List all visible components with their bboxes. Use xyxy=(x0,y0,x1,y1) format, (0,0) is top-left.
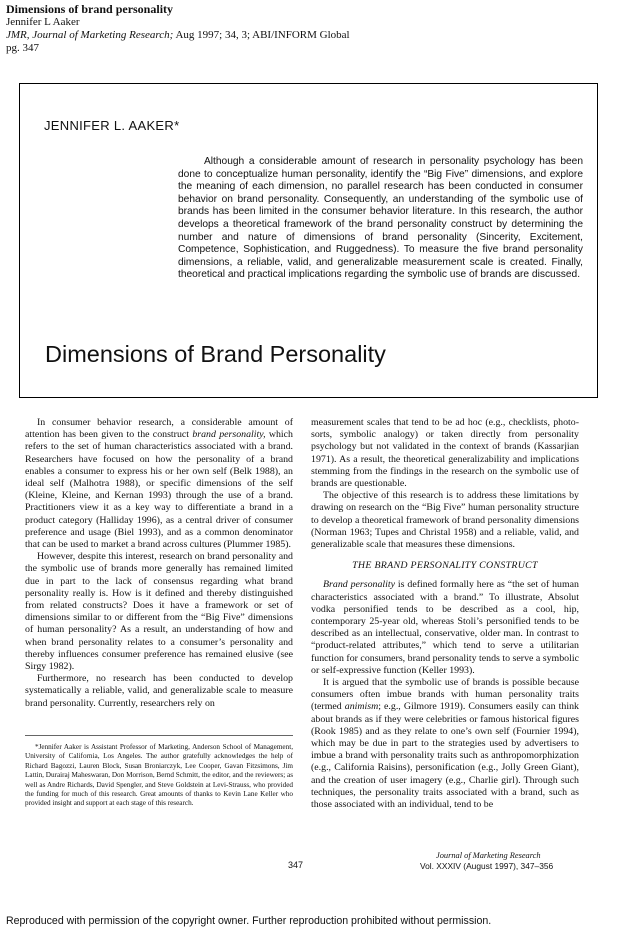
emphasis: brand personality, xyxy=(192,429,266,441)
article-author: JENNIFER L. AAKER* xyxy=(44,118,180,133)
footnote-text: *Jennifer Aaker is Assistant Professor of Marketing, Anderson School of Management, University of California, Los Angeles. The author gratefully acknowledges the help of Richard Bagozzi, Lauren Block, Susan Broniarczyk, Lee Cooper, Gavan Fitzsimons, Jim Lattin, Durairaj Maheswaran, Don Morrison, Bernd Schmitt, the editor, and the reviewers; as well as Andre Richards, David Spengler, and Steve Goldstein at Levi-Strauss, who provided the funding for much of this research. Great amounts of thanks to Kevin Lane Keller who provided insight and support at each stage of this research. xyxy=(25,743,293,808)
header-author: Jennifer L Aaker xyxy=(6,16,80,28)
journal-reference xyxy=(420,851,596,871)
body-paragraph xyxy=(311,579,579,677)
page-number: 347 xyxy=(288,860,304,870)
body-paragraph xyxy=(25,417,293,551)
body-paragraph: However, despite this interest, research on brand personality and the symbolic use of brands more generally has remained limited due in part to the lack of consensus regarding what brand personality really is. How is it defined and thereby distinguished from related constructs? Does it have a framework or set of dimensions similar to or different from the “Big Five” dimensions of human personality? As a result, an understanding of how and when brand personality relates to a consumer’s personality and thereby influences consumer preference has remained elusive (see Sirgy 1982). xyxy=(25,551,293,673)
header-journal-name: JMR, Journal of Marketing Research; xyxy=(6,29,174,41)
section-heading: THE BRAND PERSONALITY CONSTRUCT xyxy=(352,560,538,572)
document-header xyxy=(6,2,626,55)
header-journal xyxy=(6,29,626,42)
text-run: It is argued that the symbolic use of brands is possible because consumers often imbue brands with human personality traits (termed xyxy=(311,677,579,713)
body-paragraph xyxy=(311,677,579,811)
journal-volume: Vol. XXXIV (August 1997), 347–356 xyxy=(420,861,554,871)
text-run: In consumer behavior research, a considerable amount of attention has been given to the construct xyxy=(25,417,293,441)
abstract: Although a considerable amount of research in personality psychology has been done to conceptualize human personality, identify the “Big Five” dimensions, and explore the meaning of each dimension, no parallel research has been conducted in consumer behavior on brand personality. Consequently, an understanding of the symbolic use of brands has been limited in the consumer behavior literature. In this research, the author develops a theoretical framework of the brand personality construct by determining the number and nature of dimensions of brand personality (Sincerity, Excitement, Competence, Sophistication, and Ruggedness). To measure the five brand personality dimensions, a reliable, valid, and generalizable measurement scale is created. Finally, theoretical and practical implications regarding the symbolic use of brands are discussed. xyxy=(178,156,583,281)
emphasis: animism xyxy=(344,701,379,713)
header-page: pg. 347 xyxy=(6,42,39,54)
text-run: ; e.g., Gilmore 1919). Consumers easily can think about brands as if they were celebrities or famous historical figures (Rook 1985) and as they relate to one’s own self (Fournier 1994), which may be due in part to the strategies used by advertisers to imbue a brand with personality traits such as anthropomorphization (e.g., California Raisins), personification (e.g., Jolly Green Giant), and the creation of user imagery (e.g., Charlie girl). Through such techniques, the personality traits associated with a brand, such as those associated with an individual, tend to be xyxy=(311,701,579,811)
header-journal-issue: Aug 1997; 34, 3; ABI/INFORM Global xyxy=(173,29,350,41)
reproduction-notice: Reproduced with permission of the copyright owner. Further reproduction prohibited without permission. xyxy=(6,915,492,927)
body-paragraph: measurement scales that tend to be ad hoc (e.g., checklists, photo-sorts, symbolic analogy) or taken directly from personality psychology but not validated in the context of brands (Kassarjian 1971). As a result, the theoretical generalizability and implications stemming from the findings in the research on the symbolic use of brands are questionable. xyxy=(311,417,579,490)
body-paragraph: The objective of this research is to address these limitations by drawing on research on the “Big Five” human personality structure to develop a theoretical framework of brand personality dimensions (Norman 1963; Tupes and Christal 1958) and a reliable, valid, and generalizable scale that measures these dimensions. xyxy=(311,490,579,551)
header-title: Dimensions of brand personality xyxy=(6,2,174,16)
text-run: which refers to the set of human characteristics associated with a brand. Researchers have focused on how the personality of a brand enables a consumer to express his or her own self (Belk 1988), an ideal self (Malhotra 1988), or specific dimensions of the self (Kleine, Kleine, and Kernan 1993) through the use of a brand. Practitioners view it as a key way to differentiate a brand in a product category (Halliday 1996), as a central driver of consumer preference and usage (Biel 1993), and as a common denominator that can be used to market a brand across cultures (Plummer 1985). xyxy=(25,429,293,551)
journal-name: Journal of Marketing Research xyxy=(436,851,541,860)
emphasis: Brand personality xyxy=(323,579,396,591)
footnote xyxy=(25,735,293,809)
left-column xyxy=(25,417,293,710)
right-column xyxy=(311,417,579,811)
text-run: is defined formally here as “the set of human characteristics associated with a brand.” To illustrate, Absolut vodka personified tends to be described as a cool, hip, contemporary 25-year old, whereas Stoli’s personified tends to be described as an intellectual, conservative, older man. In contrast to “product-related attributes,” which tend to serve a utilitarian function for consumers, brand personality tends to serve a symbolic or self-expressive function (Keller 1993). xyxy=(311,579,579,676)
article-title: Dimensions of Brand Personality xyxy=(45,341,386,367)
body-paragraph: Furthermore, no research has been conducted to develop systematically a reliable, valid, and generalizable scale to measure brand personality. Currently, researchers rely on xyxy=(25,673,293,709)
